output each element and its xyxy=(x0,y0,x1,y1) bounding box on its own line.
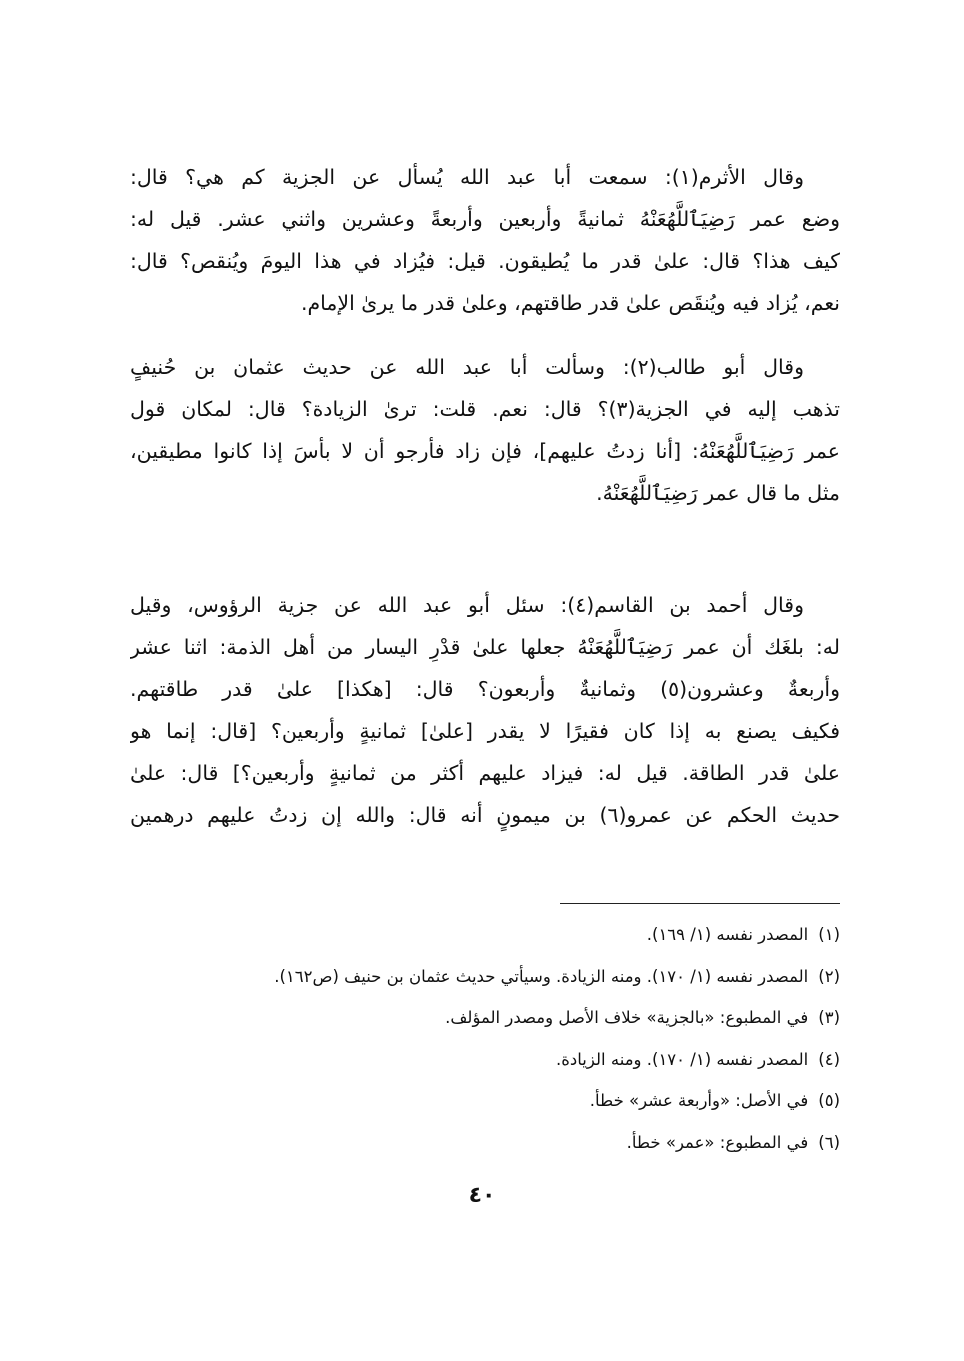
footnote-number: (١) xyxy=(818,925,840,944)
text-line: علىٰ قدر الطاقة. قيل له: فيزاد عليهم أكثر من ثمانيةٍ وأربعين؟] قال: علىٰ xyxy=(130,761,840,785)
text-line: تذهب إليه في الجزية(٣)؟ قال: نعم. قلت: ترىٰ الزيادة؟ قال: لمكان قول xyxy=(130,397,840,421)
footnote xyxy=(130,956,840,998)
text-line: وقال أبو طالب(٢): وسألت أبا عبد الله عن حديث عثمان بن حُنيفٍ xyxy=(130,355,804,379)
footnote xyxy=(130,1122,840,1164)
footnote-number: (٢) xyxy=(818,966,840,986)
text-line: مثل ما قال عمر رَضِيَٱللَّهُعَنْهُ. xyxy=(596,481,840,505)
text-line: عمر رَضِيَٱللَّهُعَنْهُ: [أنا زدتُ عليهم]، فإن زاد فأرجو أن لا بأسَ إذا كانوا مطيقين، xyxy=(130,439,840,463)
footnote-number: (٦) xyxy=(818,1132,840,1152)
paragraph-3 xyxy=(130,584,840,836)
text-line: نعم، يُزاد فيه ويُنقَص علىٰ قدر طاقتهم، وعلىٰ قدر ما يرىٰ الإمام. xyxy=(300,291,840,315)
footnote-text: في المطبوع: «عمر» خطأ. xyxy=(626,1132,809,1152)
text-line: وأربعةٌ وعشرون(٥) وثمانيةٌ وأربعون؟ قال: [هكذا] علىٰ قدر طاقتهم. xyxy=(130,677,840,701)
text-line: وقال أحمد بن القاسم(٤): سئل أبو عبد الله عن جزية الرؤوس، وقيل xyxy=(130,593,804,617)
footnote-number: (٥) xyxy=(818,1091,840,1110)
text-line: فكيف يصنع به إذا كان فقيرًا لا يقدر [علىٰ] ثمانيةٍ وأربعين؟ [قال: إنما هو xyxy=(130,719,840,743)
footnote-number: (٣) xyxy=(818,1008,840,1027)
text-line: له: بلغَك أن عمر رَضِيَٱللَّهُعَنْهُ جعلها علىٰ قدْرِ اليسار من أهل الذمة: اثنا عشر xyxy=(130,635,840,659)
text-line: وقال الأثرم(١): سمعت أبا عبد الله يُسأل عن الجزية كم هي؟ قال: xyxy=(130,165,805,189)
footnotes xyxy=(130,914,840,1163)
footnote-divider xyxy=(560,903,840,904)
footnote-text: المصدر نفسه (١/ ١٧٠). ومنه الزيادة. xyxy=(556,1049,809,1069)
footnote xyxy=(130,914,840,956)
footnote xyxy=(130,1039,840,1081)
footnote-text: في الأصل: «وأربعة عشر» خطأ. xyxy=(589,1091,809,1110)
footnote-text: في المطبوع: «بالجزية» خلاف الأصل ومصدر المؤلف. xyxy=(445,1008,809,1027)
text-line: كيف هذا؟ قال: علىٰ قدر ما يُطيقون. قيل: فيُزاد في هذا اليومَ ويُنقص؟ قال: xyxy=(130,249,840,273)
text-line: حديث الحكم عن عمرو(٦) بن ميمونٍ أنه قال: والله إن زدتُ عليهم درهمين xyxy=(130,803,840,827)
paragraph-2 xyxy=(130,346,840,514)
paragraph-1 xyxy=(130,156,840,324)
footnote-text: المصدر نفسه (١/ ١٧٠). ومنه الزيادة. وسيأتي حديث عثمان بن حنيف (ص١٦٢). xyxy=(274,966,809,986)
footnote-text: المصدر نفسه (١/ ١٦٩). xyxy=(646,925,809,944)
page-number: ٤٠ xyxy=(468,1183,496,1208)
footnote xyxy=(130,1080,840,1122)
footnote-number: (٤) xyxy=(818,1049,840,1069)
text-line: وضع عمر رَضِيَٱللَّهُعَنْهُ ثمانيةً وأربعين وأربعةً وعشرين واثني عشر. قيل له: xyxy=(130,207,840,231)
footnote xyxy=(130,997,840,1039)
